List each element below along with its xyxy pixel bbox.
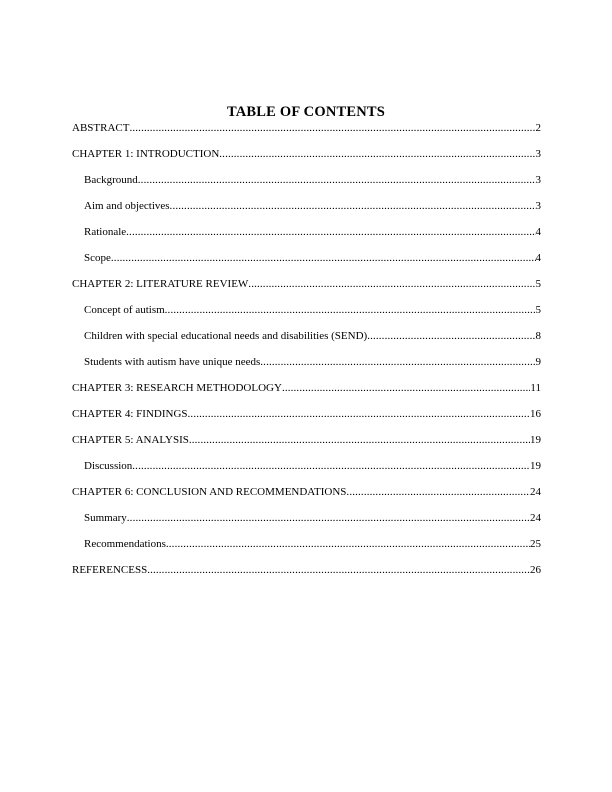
toc-dot-leader <box>147 563 530 577</box>
toc-entry-label: Aim and objectives <box>84 200 170 212</box>
toc-dot-leader <box>248 277 535 291</box>
toc-entry-chapter-1[interactable] <box>72 147 541 173</box>
toc-dot-leader <box>219 147 535 161</box>
toc-entry-rationale[interactable] <box>72 225 541 251</box>
toc-entry-label: Discussion <box>84 460 133 472</box>
toc-dot-leader <box>127 511 530 525</box>
toc-entry-references[interactable] <box>72 563 541 589</box>
toc-entry-page: 3 <box>535 200 541 212</box>
toc-entry-page: 16 <box>530 408 541 420</box>
toc-entry-chapter-2[interactable] <box>72 277 541 303</box>
toc-entry-label: Background <box>84 174 138 186</box>
toc-dot-leader <box>282 381 530 395</box>
toc-entry-page: 4 <box>535 226 541 238</box>
toc-entry-label: CHAPTER 5: ANALYSIS <box>72 434 189 446</box>
toc-entry-aim-and-objectives[interactable] <box>72 199 541 225</box>
toc-entry-page: 26 <box>530 564 541 576</box>
toc-entry-label: CHAPTER 2: LITERATURE REVIEW <box>72 278 249 290</box>
toc-entry-send[interactable] <box>72 329 541 355</box>
toc-dot-leader <box>260 355 535 369</box>
toc-entry-summary[interactable] <box>72 511 541 537</box>
toc-entry-concept-of-autism[interactable] <box>72 303 541 329</box>
toc-entry-page: 19 <box>530 460 541 472</box>
toc-entry-label: Scope <box>84 252 111 264</box>
toc-entry-abstract[interactable] <box>72 121 541 147</box>
toc-dot-leader <box>138 173 536 187</box>
toc-entry-chapter-4[interactable] <box>72 407 541 433</box>
toc-list <box>72 121 541 589</box>
toc-dot-leader <box>129 121 535 135</box>
toc-dot-leader <box>166 537 530 551</box>
toc-entry-discussion[interactable] <box>72 459 541 485</box>
toc-entry-label: ABSTRACT <box>72 122 130 134</box>
toc-entry-scope[interactable] <box>72 251 541 277</box>
toc-dot-leader <box>170 199 536 213</box>
toc-entry-unique-needs[interactable] <box>72 355 541 381</box>
toc-entry-page: 3 <box>535 174 541 186</box>
toc-entry-label: CHAPTER 6: CONCLUSION AND RECOMMENDATIONS <box>72 486 347 498</box>
toc-entry-page: 11 <box>530 382 541 394</box>
toc-entry-label: CHAPTER 3: RESEARCH METHODOLOGY <box>72 382 282 394</box>
toc-entry-background[interactable] <box>72 173 541 199</box>
toc-entry-label: Concept of autism <box>84 304 165 316</box>
toc-dot-leader <box>111 251 536 265</box>
toc-entry-page: 25 <box>530 538 541 550</box>
toc-entry-page: 9 <box>535 356 541 368</box>
toc-entry-recommendations[interactable] <box>72 537 541 563</box>
toc-entry-page: 8 <box>535 330 541 342</box>
toc-entry-page: 24 <box>530 486 541 498</box>
toc-entry-page: 3 <box>535 148 541 160</box>
toc-dot-leader <box>126 225 535 239</box>
toc-entry-page: 24 <box>530 512 541 524</box>
toc-entry-label: CHAPTER 1: INTRODUCTION <box>72 148 220 160</box>
toc-title: TABLE OF CONTENTS <box>226 104 386 120</box>
toc-entry-chapter-3[interactable] <box>72 381 541 407</box>
toc-dot-leader <box>165 303 536 317</box>
toc-entry-label: REFERENCESS <box>72 564 148 576</box>
toc-dot-leader <box>188 407 530 421</box>
toc-dot-leader <box>367 329 535 343</box>
toc-entry-label: Summary <box>84 512 127 524</box>
toc-entry-page: 19 <box>530 434 541 446</box>
toc-entry-label: Rationale <box>84 226 127 238</box>
toc-entry-page: 2 <box>535 122 541 134</box>
toc-entry-label: Recommendations <box>84 538 166 550</box>
toc-entry-chapter-6[interactable] <box>72 485 541 511</box>
toc-dot-leader <box>132 459 530 473</box>
toc-entry-label: CHAPTER 4: FINDINGS <box>72 408 188 420</box>
toc-entry-label: Students with autism have unique needs <box>84 356 261 368</box>
toc-dot-leader <box>189 433 530 447</box>
toc-entry-chapter-5[interactable] <box>72 433 541 459</box>
toc-entry-page: 5 <box>535 278 541 290</box>
toc-entry-page: 5 <box>535 304 541 316</box>
toc-entry-page: 4 <box>535 252 541 264</box>
toc-dot-leader <box>346 485 530 499</box>
toc-entry-label: Children with special educational needs and disabilities (SEND) <box>84 330 368 342</box>
